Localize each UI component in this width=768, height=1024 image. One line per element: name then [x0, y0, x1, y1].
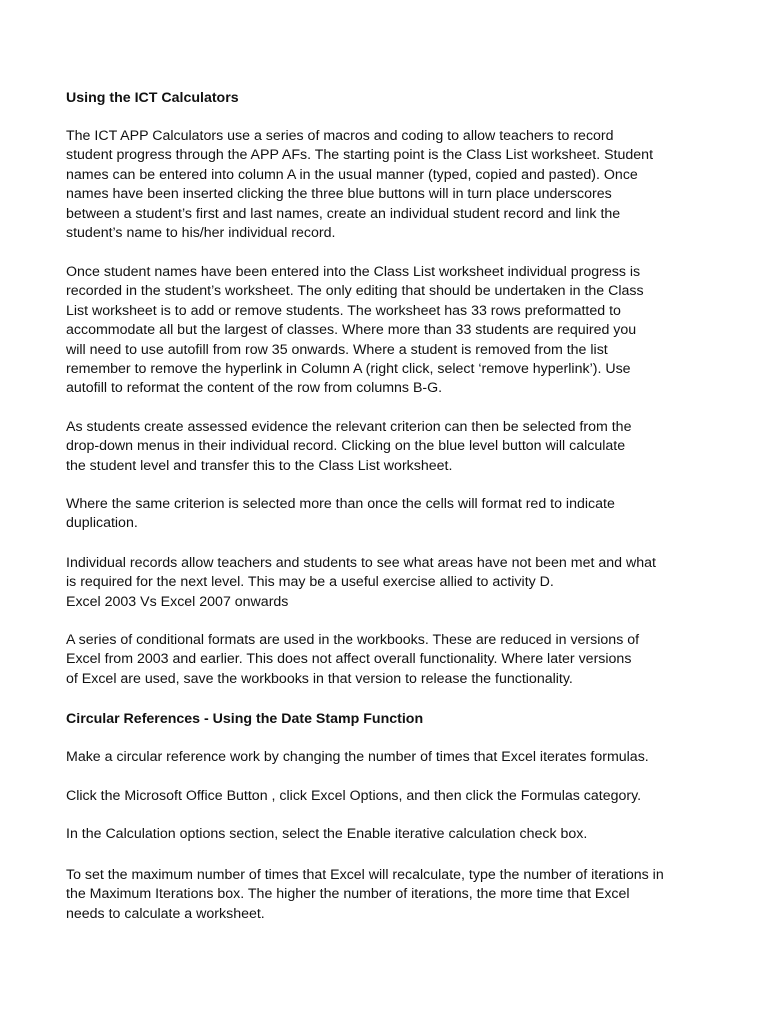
paragraph-maximum-iterations [66, 866, 664, 924]
text-line: To set the maximum number of times that Excel will recalculate, type the number of iterations in [66, 867, 664, 883]
text-line: List worksheet is to add or remove students. The worksheet has 33 rows preformatted to [66, 302, 621, 319]
paragraph-intro [66, 127, 653, 243]
text-line: remember to remove the hyperlink in Column A (right click, select ‘remove hyperlink’). Use [66, 361, 631, 378]
text-line: the student level and transfer this to the Class List worksheet. [66, 457, 453, 474]
text-line: names can be entered into column A in the usual manner (typed, copied and pasted). Once [66, 166, 638, 183]
paragraph-duplication [66, 495, 615, 534]
text-line: Excel 2003 Vs Excel 2007 onwards [66, 593, 289, 610]
text-line: of Excel are used, save the workbooks in that version to release the functionality. [66, 670, 573, 687]
text-line: drop-down menus in their individual record. Clicking on the blue level button will calculate [66, 438, 626, 455]
text-line: names have been inserted clicking the three blue buttons will in turn place underscores [66, 186, 612, 203]
section-heading-circular-references: Circular References - Using the Date Stamp Function [66, 711, 424, 727]
text-line: autofill to reformat the content of the row from columns B-G. [66, 380, 443, 397]
text-line: In the Calculation options section, select the Enable iterative calculation check box. [66, 826, 588, 842]
paragraph-conditional-formats [66, 631, 639, 689]
text-line: student progress through the APP AFs. The starting point is the Class List worksheet. Student [66, 147, 654, 164]
text-line: needs to calculate a worksheet. [66, 905, 265, 922]
text-line: Individual records allow teachers and students to see what areas have not been met and what [66, 555, 656, 571]
text-line: between a student’s first and last names, create an individual student record and link the [66, 205, 621, 222]
section-heading-ict-calculators: Using the ICT Calculators [66, 90, 239, 106]
text-line: Make a circular reference work by changing the number of times that Excel iterates formulas. [66, 749, 649, 765]
text-line: duplication. [66, 515, 138, 532]
text-line: Once student names have been entered into the Class List worksheet individual progress is [66, 264, 641, 280]
text-line: As students create assessed evidence the relevant criterion can then be selected from the [66, 419, 632, 435]
text-line: A series of conditional formats are used in the workbooks. These are reduced in versions of [66, 632, 640, 648]
text-line: Click the Microsoft Office Button , click Excel Options, and then click the Formulas category. [66, 788, 642, 804]
paragraph-individual-records [66, 554, 656, 612]
text-line: will need to use autofill from row 35 onwards. Where a student is removed from the list [66, 341, 608, 358]
text-line: is required for the next level. This may be a useful exercise allied to activity D. [66, 574, 554, 591]
text-line: recorded in the student’s worksheet. The only editing that should be undertaken in the Class [66, 283, 644, 300]
text-line: the Maximum Iterations box. The higher the number of iterations, the more time that Excel [66, 886, 630, 903]
paragraph-office-button [66, 787, 641, 806]
paragraph-class-list [66, 263, 644, 399]
text-line: Where the same criterion is selected more than once the cells will format red to indicate [66, 496, 615, 512]
text-line: Excel from 2003 and earlier. This does not affect overall functionality. Where later versions [66, 651, 632, 668]
paragraph-calculation-options [66, 825, 587, 844]
paragraph-assessed-evidence [66, 418, 631, 476]
text-line: The ICT APP Calculators use a series of macros and coding to allow teachers to record [66, 128, 614, 144]
text-line: accommodate all but the largest of classes. Where more than 33 students are required you [66, 322, 637, 339]
paragraph-circular-reference [66, 748, 649, 767]
text-line: student’s name to his/her individual record. [66, 225, 336, 242]
